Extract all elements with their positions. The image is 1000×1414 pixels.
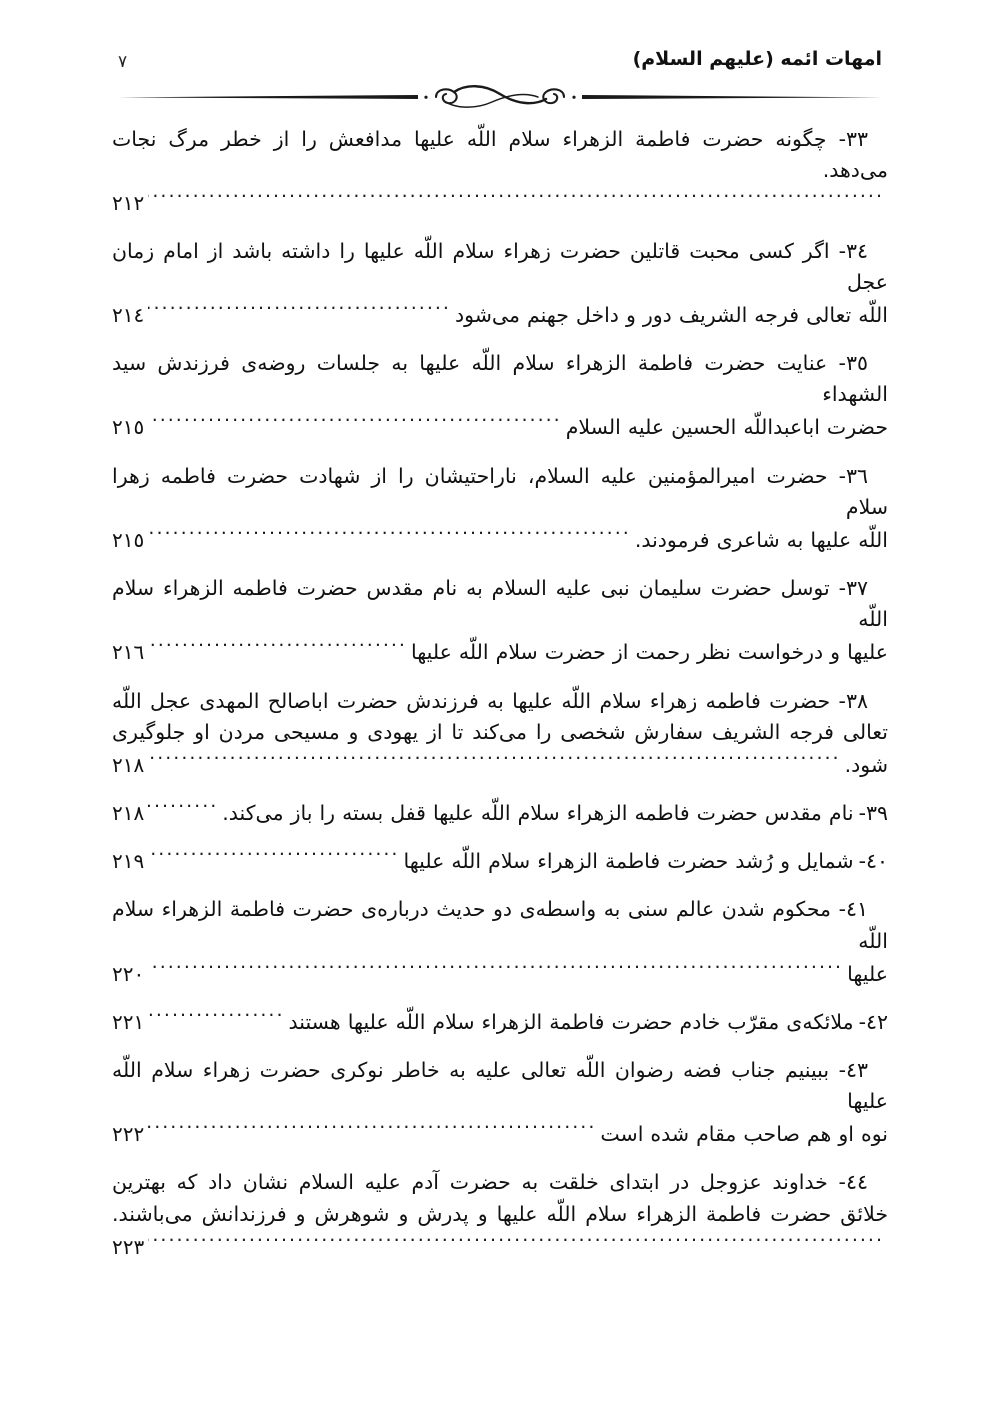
toc-entry[interactable] (112, 1055, 888, 1150)
toc-entry-page-number[interactable]: ۲۲۲ (112, 1122, 145, 1147)
dot-leader (148, 1233, 884, 1254)
toc-entry[interactable] (112, 236, 888, 331)
toc-entry-page-number[interactable]: ۲۱٥ (112, 415, 145, 440)
toc-entry[interactable] (112, 846, 888, 877)
table-of-contents (112, 124, 888, 1279)
toc-entry-leader-row (112, 412, 888, 443)
toc-entry-page-number[interactable]: ۲۱٦ (112, 640, 145, 665)
toc-entry-text (112, 348, 888, 410)
dot-leader (148, 639, 407, 660)
toc-entry-title: خداوند عزوجل در ابتدای خلقت به حضرت آدم علیه السلام نشان داد که بهترین (112, 1170, 828, 1195)
toc-entry-tail-text: اللّه تعالی فرجه الشریف دور و داخل جهنم می‌شود (454, 303, 888, 328)
toc-entry-number: ٤۰- (858, 849, 888, 874)
toc-entry-text-continued: تعالی فرجه الشریف سفارش شخصی را می‌کند تا از یهودی و مسیحی مردن او جلوگیری (112, 719, 888, 744)
toc-entry-title: ببینیم جناب فضه رضوان اللّه تعالی علیه به خاطر نوکری حضرت زهراء سلام اللّه علیها (112, 1057, 888, 1114)
toc-entry-number: ۳۸- (838, 688, 868, 713)
toc-entry-text (112, 124, 888, 186)
toc-entry-leader-row (112, 798, 888, 829)
toc-entry-leader-row (112, 1119, 888, 1150)
toc-entry-leader-row (112, 300, 888, 331)
toc-entry-number: ۳۹- (858, 801, 888, 826)
toc-entry-text (112, 1167, 888, 1198)
toc-entry-leader-row (112, 525, 888, 556)
toc-entry[interactable] (112, 461, 888, 556)
toc-entry-page-number[interactable]: ۲۱٥ (112, 527, 145, 552)
toc-entry-title: حضرت امیرالمؤمنین علیه السلام، ناراحتیشان را از شهادت حضرت فاطمه زهرا سلام (112, 463, 888, 519)
toc-entry-title: توسل حضرت سلیمان نبی علیه السلام به نام مقدس حضرت فاطمه الزهراء سلام اللّه (112, 576, 888, 632)
toc-entry-number: ۳٤- (838, 238, 868, 263)
toc-entry-tail-text: نوه او هم صاحب مقام شده است (600, 1122, 888, 1147)
toc-entry-text (112, 1055, 888, 1117)
toc-entry-text (112, 686, 888, 717)
toc-entry-number: ۳۷- (838, 576, 868, 601)
toc-entry[interactable] (112, 798, 888, 829)
toc-entry-number: ٤۱- (838, 897, 868, 922)
toc-entry-page-number[interactable]: ۲۱۹ (112, 849, 145, 874)
toc-entry-tail-text: شود. (844, 752, 888, 777)
toc-entry-title: شمایل و رُشد حضرت فاطمة الزهراء سلام اللّه علیها (403, 849, 854, 874)
toc-entry-text (112, 894, 888, 956)
toc-entry-leader-row (112, 637, 888, 668)
toc-entry-number: ٤۲- (858, 1009, 888, 1034)
toc-entry-number: ۳٥- (838, 351, 868, 376)
toc-entry-title: حضرت فاطمه زهراء سلام اللّه علیها به فرزندش حضرت اباصالح المهدی عجل اللّه (112, 688, 831, 713)
toc-entry-number: ٤٤- (838, 1170, 868, 1195)
toc-entry-leader-row (112, 1007, 888, 1038)
toc-entry-text-continued: خلائق حضرت فاطمة الزهراء سلام اللّه علیها و پدرش و شوهرش و فرزندانش می‌باشند. (112, 1201, 888, 1226)
toc-entry-page-number[interactable]: ۲۲۳ (112, 1234, 145, 1259)
toc-entry-tail-text: علیها و درخواست نظر رحمت از حضرت سلام اللّه علیها (410, 640, 888, 665)
dot-leader (148, 848, 399, 869)
toc-entry-leader-row (112, 1232, 888, 1262)
dot-leader (148, 302, 451, 323)
toc-entry-text (112, 573, 888, 635)
dot-leader (148, 1008, 284, 1029)
toc-entry-title: عنایت حضرت فاطمة الزهراء سلام اللّه علیها به جلسات روضه‌ی فرزندش سید الشهداء (112, 351, 888, 407)
toc-entry-tail-text: علیها (847, 961, 888, 986)
running-head (118, 48, 882, 82)
toc-entry-title: نام مقدس حضرت فاطمه الزهراء سلام اللّه علیها قفل بسته را باز می‌کند. (222, 801, 854, 826)
toc-entry-text (112, 461, 888, 523)
toc-entry-title: چگونه حضرت فاطمة الزهراء سلام اللّه علیها مدافعش را از خطر مرگ نجات می‌دهد. (112, 127, 888, 183)
toc-entry-page-number[interactable]: ۲۱٤ (112, 303, 145, 328)
toc-entry-page-number[interactable]: ۲۲۰ (112, 961, 145, 986)
dot-leader (148, 190, 884, 211)
toc-entry-page-number[interactable]: ۲۱۸ (112, 801, 145, 826)
toc-entry-page-number[interactable]: ۲۱۲ (112, 191, 145, 216)
dot-leader (148, 414, 561, 435)
toc-entry-page-number[interactable]: ۲۱۸ (112, 752, 145, 777)
dot-leader (148, 960, 843, 981)
toc-entry-tail-text: حضرت اباعبداللّه الحسین علیه السلام (565, 415, 888, 440)
dot-leader (148, 800, 218, 821)
toc-entry-leader-row (112, 959, 888, 990)
toc-entry-title: محکوم شدن عالم سنی به واسطه‌ی دو حدیث درباره‌ی حضرت فاطمة الزهراء سلام اللّه (112, 897, 888, 953)
book-title: امهات ائمه (علیهم السلام) (632, 48, 882, 70)
toc-entry[interactable] (112, 348, 888, 443)
toc-entry[interactable] (112, 894, 888, 989)
toc-entry[interactable] (112, 124, 888, 219)
toc-entry-number: ۳٦- (838, 463, 868, 488)
toc-entry-number: ۳۳- (838, 127, 868, 151)
swirl-divider-ornament-icon (118, 82, 882, 112)
toc-entry-leader-row (112, 846, 888, 877)
dot-leader (148, 751, 840, 772)
toc-entry-page-number[interactable]: ۲۲۱ (112, 1009, 145, 1034)
toc-entry[interactable] (112, 686, 888, 781)
dot-leader (148, 1121, 596, 1142)
toc-entry-text (112, 236, 888, 298)
toc-entry-leader-row (112, 750, 888, 781)
toc-entry-leader-row (112, 188, 888, 218)
toc-entry[interactable] (112, 573, 888, 668)
toc-entry-number: ٤۳- (838, 1057, 868, 1082)
page-folio-number: ۷ (118, 52, 128, 72)
toc-entry-title: اگر کسی محبت قاتلین حضرت زهراء سلام اللّه علیها را داشته باشد از امام زمان عجل (112, 238, 888, 294)
toc-entry-tail-text: اللّه علیها به شاعری فرمودند. (634, 527, 888, 552)
toc-entry[interactable] (112, 1007, 888, 1038)
toc-entry[interactable] (112, 1167, 888, 1262)
toc-entry-title: ملائکه‌ی مقرّب خادم حضرت فاطمة الزهراء سلام اللّه علیها هستند (288, 1009, 854, 1034)
dot-leader (148, 526, 631, 547)
